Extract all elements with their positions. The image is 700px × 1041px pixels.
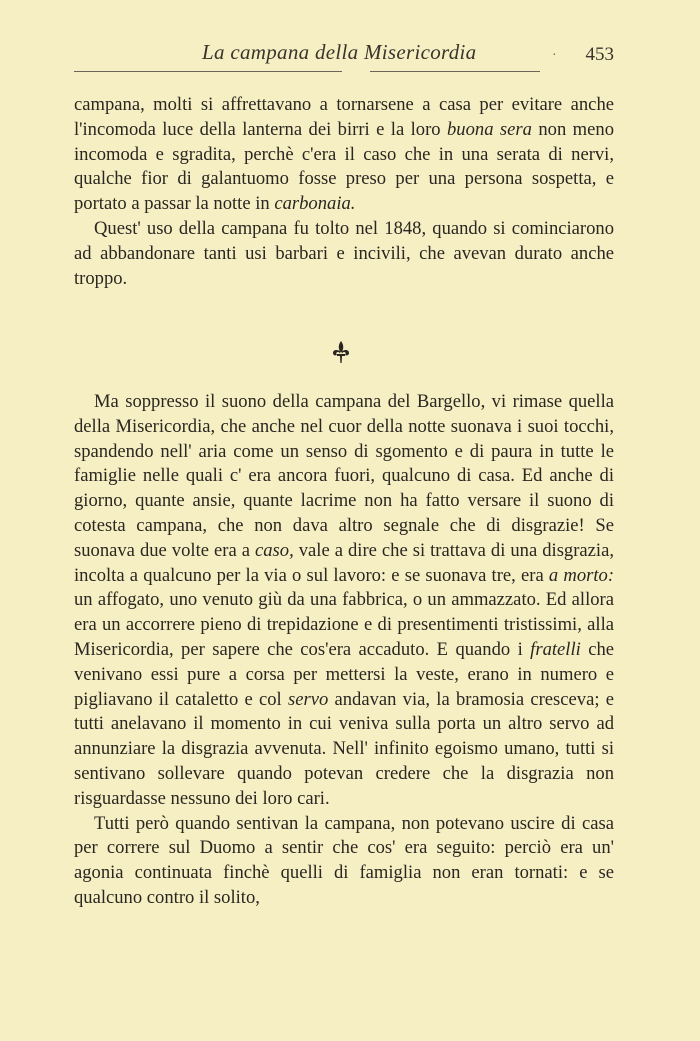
paragraph-1-italic-buona-sera: buona sera <box>447 118 532 140</box>
paragraph-1 <box>74 93 614 217</box>
paragraph-3-italic-a-morto: a morto: <box>548 564 615 586</box>
paragraph-2: Quest' uso della campana fu tolto nel 1848, quando si cominciarono ad abbandonare tanti usi barbari e incivili, che avevan durato anche troppo. <box>74 217 614 289</box>
paragraph-1-italic-carbonaia: carbonaia. <box>274 193 356 215</box>
paragraph-1-text-a: campana, molti si affrettavano a tornarsene a casa per evitare anche l'incomoda luce della lanterna dei birri e la loro <box>74 94 614 140</box>
paragraph-3-italic-servo: servo <box>287 688 329 710</box>
paragraph-1-text-b: non meno incomoda e sgradita, perchè c'era il caso che in una serata di nervi, qualche fior di galantuomo fosse preso per una persona sospetta, e portato a passar la notte in <box>74 118 614 215</box>
paragraph-4: Tutti però quando sentivan la campana, non potevano uscire di casa per correre sul Duomo a sentir che cos' era seguito: perciò era un' agonia continuata finchè quelli di famiglia non eran tornati: e se qualcuno contro il solito, <box>74 812 614 908</box>
header-dot: · <box>552 48 557 63</box>
fleur-de-lis-icon <box>327 338 355 366</box>
paragraph-3-text-a: Ma soppresso il suono della campana del Bargello, vi rimase quella della Misericordia, che anche nel cuor della notte suonava i suoi tocchi, spandendo nell' aria come un senso di sgomento e di paura in tutte le famiglie nelle quali c' era ancora fuori, qualcuno di casa. Ed anche di giorno, quante ansie, quante lacrime non ha fatto versare il suono di cotesta campana, che non dava altro segnale che di disgrazie! Se suonava due volte era a <box>74 391 614 561</box>
paragraph-3-italic-fratelli: fratelli <box>530 638 581 660</box>
text-block-bottom <box>74 390 614 911</box>
running-title: La campana della Misericordia <box>202 40 477 64</box>
text-block-top <box>74 93 614 291</box>
header-rule-left <box>74 71 342 72</box>
paragraph-3-text-e: andavan via, la bramosia cresceva; e tutti anelavano il momento in cui veniva sulla porta un altro servo ad annunziare la disgrazia avvenuta. Nell' infinito egoismo umano, tutti si sentivano sollevare quando potevan credere che la disgrazia non risguardasse nessuno dei loro cari. <box>74 688 614 809</box>
paragraph-3 <box>74 390 614 812</box>
paragraph-3-text-d: che venivano essi pure a corsa per mettersi la veste, erano in numero e pigliavano il cataletto e col <box>74 638 615 710</box>
header-rule-right <box>370 71 540 72</box>
paragraph-3-text-b: vale a dire che si trattava di una disgrazia, incolta a qualcuno per la via o sul lavoro: e se suonava tre, era <box>74 539 614 586</box>
paragraph-3-italic-caso: caso, <box>254 539 294 561</box>
page-number: 453 <box>585 44 614 65</box>
page-header <box>74 40 614 74</box>
paragraph-3-text-c: un affogato, uno venuto giù da una fabbrica, o un ammazzato. Ed allora era un accorrere pieno di trepidazione e di presentimenti tristissimi, alla Misericordia, per sapere che cos'era accaduto. E quando i <box>74 589 614 660</box>
